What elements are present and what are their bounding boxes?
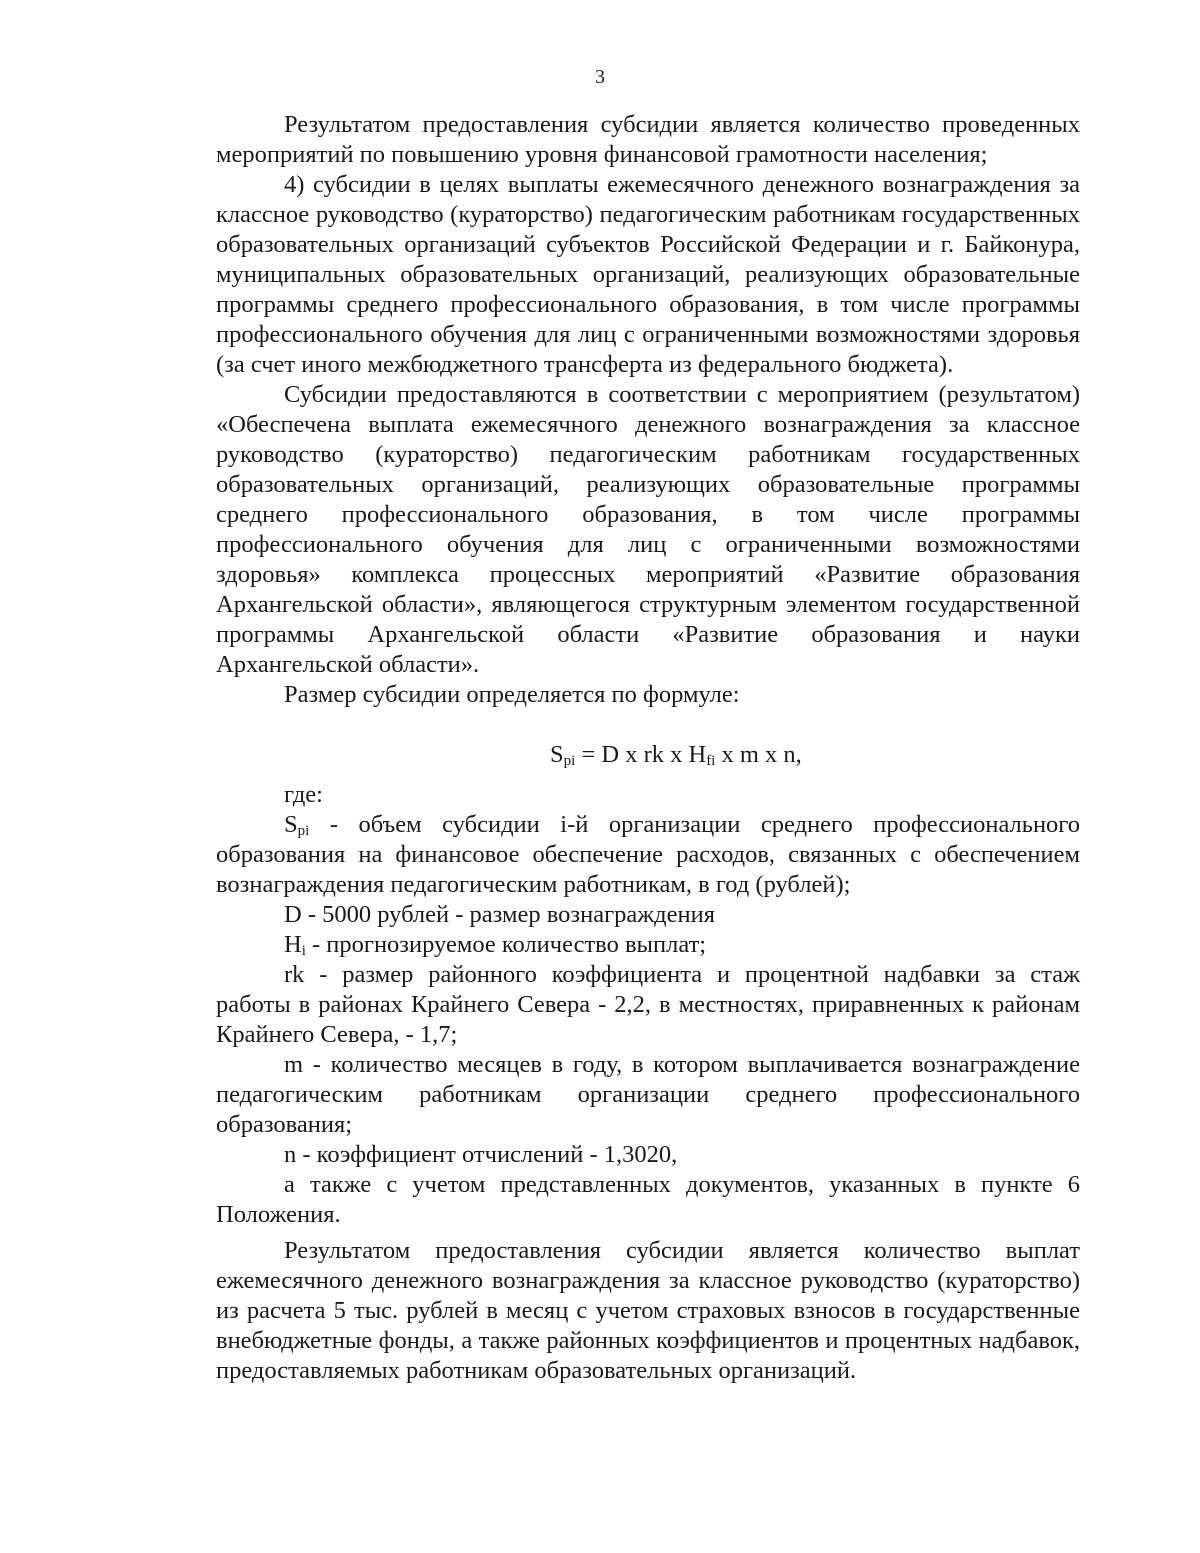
subsidy-formula (216, 740, 1080, 770)
paragraph-formula-intro: Размер субсидии определяется по формуле: (284, 681, 740, 708)
hi-symbol: H (284, 931, 302, 958)
formula-end: x m x n, (715, 741, 802, 768)
hi-subscript: i (301, 943, 306, 959)
hi-description: - прогнозируемое количество выплат; (305, 931, 707, 958)
paragraph-where: где: (284, 781, 323, 808)
paragraph-hi-definition (216, 930, 1080, 960)
paragraph-subsidy-item-4: 4) субсидии в целях выплаты ежемесячного денежного вознаграждения за классное руководство (кураторство) педагогическим работникам государственных образовательных организаций субъектов Российской Федерации и г. Байконура, муниципальных образовательных организаций, реализующих образовательные программы среднего профессионального образования, в том числе программы профессионального обучения для лиц с ограниченными возможностями здоровья (за счет иного межбюджетного трансферта из федерального бюджета). (216, 171, 1080, 378)
formula-s: S (550, 741, 564, 768)
paragraph-rk-definition: rk - размер районного коэффициента и процентной надбавки за стаж работы в районах Крайнего Севера - 2,2, в местностях, приравненных к районам Крайнего Севера, - 1,7; (216, 961, 1080, 1048)
paragraph-spi-definition (216, 810, 1080, 900)
document-body (216, 110, 1080, 1386)
page-number: 3 (595, 66, 605, 88)
spi-description: - объем субсидии i-й организации среднего профессионального образования на финансовое обеспечение расходов, связанных с обеспечением вознаграждения педагогическим работникам, в год (рублей); (216, 811, 1080, 898)
spi-symbol: S (284, 811, 298, 838)
paragraph-result-financial-literacy: Результатом предоставления субсидии является количество проведенных мероприятий по повышению уровня финансовой грамотности населения; (216, 111, 1080, 168)
paragraph-m-definition: m - количество месяцев в году, в котором выплачивается вознаграждение педагогическим работникам организации среднего профессионального образования; (216, 1051, 1080, 1138)
spi-subscript: pi (297, 823, 310, 839)
paragraph-n-definition: n - коэффициент отчислений - 1,3020, (284, 1141, 678, 1168)
formula-h-subscript: fi (706, 753, 716, 769)
formula-s-subscript: pi (563, 753, 576, 769)
paragraph-result-payments: Результатом предоставления субсидии является количество выплат ежемесячного денежного вознаграждения за классное руководство (кураторство) из расчета 5 тыс. рублей в месяц с учетом страховых взносов в государственные внебюджетные фонды, а также районных коэффициентов и процентных надбавок, предоставляемых работникам образовательных организаций. (216, 1237, 1080, 1384)
paragraph-subsidy-provision: Субсидии предоставляются в соответствии с мероприятием (результатом) «Обеспечена выплата ежемесячного денежного вознаграждения за классное руководство (кураторство) педагогическим работникам государственных образовательных организаций, реализующих образовательные программы среднего профессионального образования, в том числе программы профессионального обучения для лиц с ограниченными возможностями здоровья» комплекса процессных мероприятий «Развитие образования Архангельской области», являющегося структурным элементом государственной программы Архангельской области «Развитие образования и науки Архангельской области». (216, 381, 1080, 678)
paragraph-documents: а также с учетом представленных документов, указанных в пункте 6 Положения. (216, 1171, 1080, 1228)
formula-middle: = D x rk x H (575, 741, 707, 768)
paragraph-d-definition: D - 5000 рублей - размер вознаграждения (284, 901, 716, 928)
